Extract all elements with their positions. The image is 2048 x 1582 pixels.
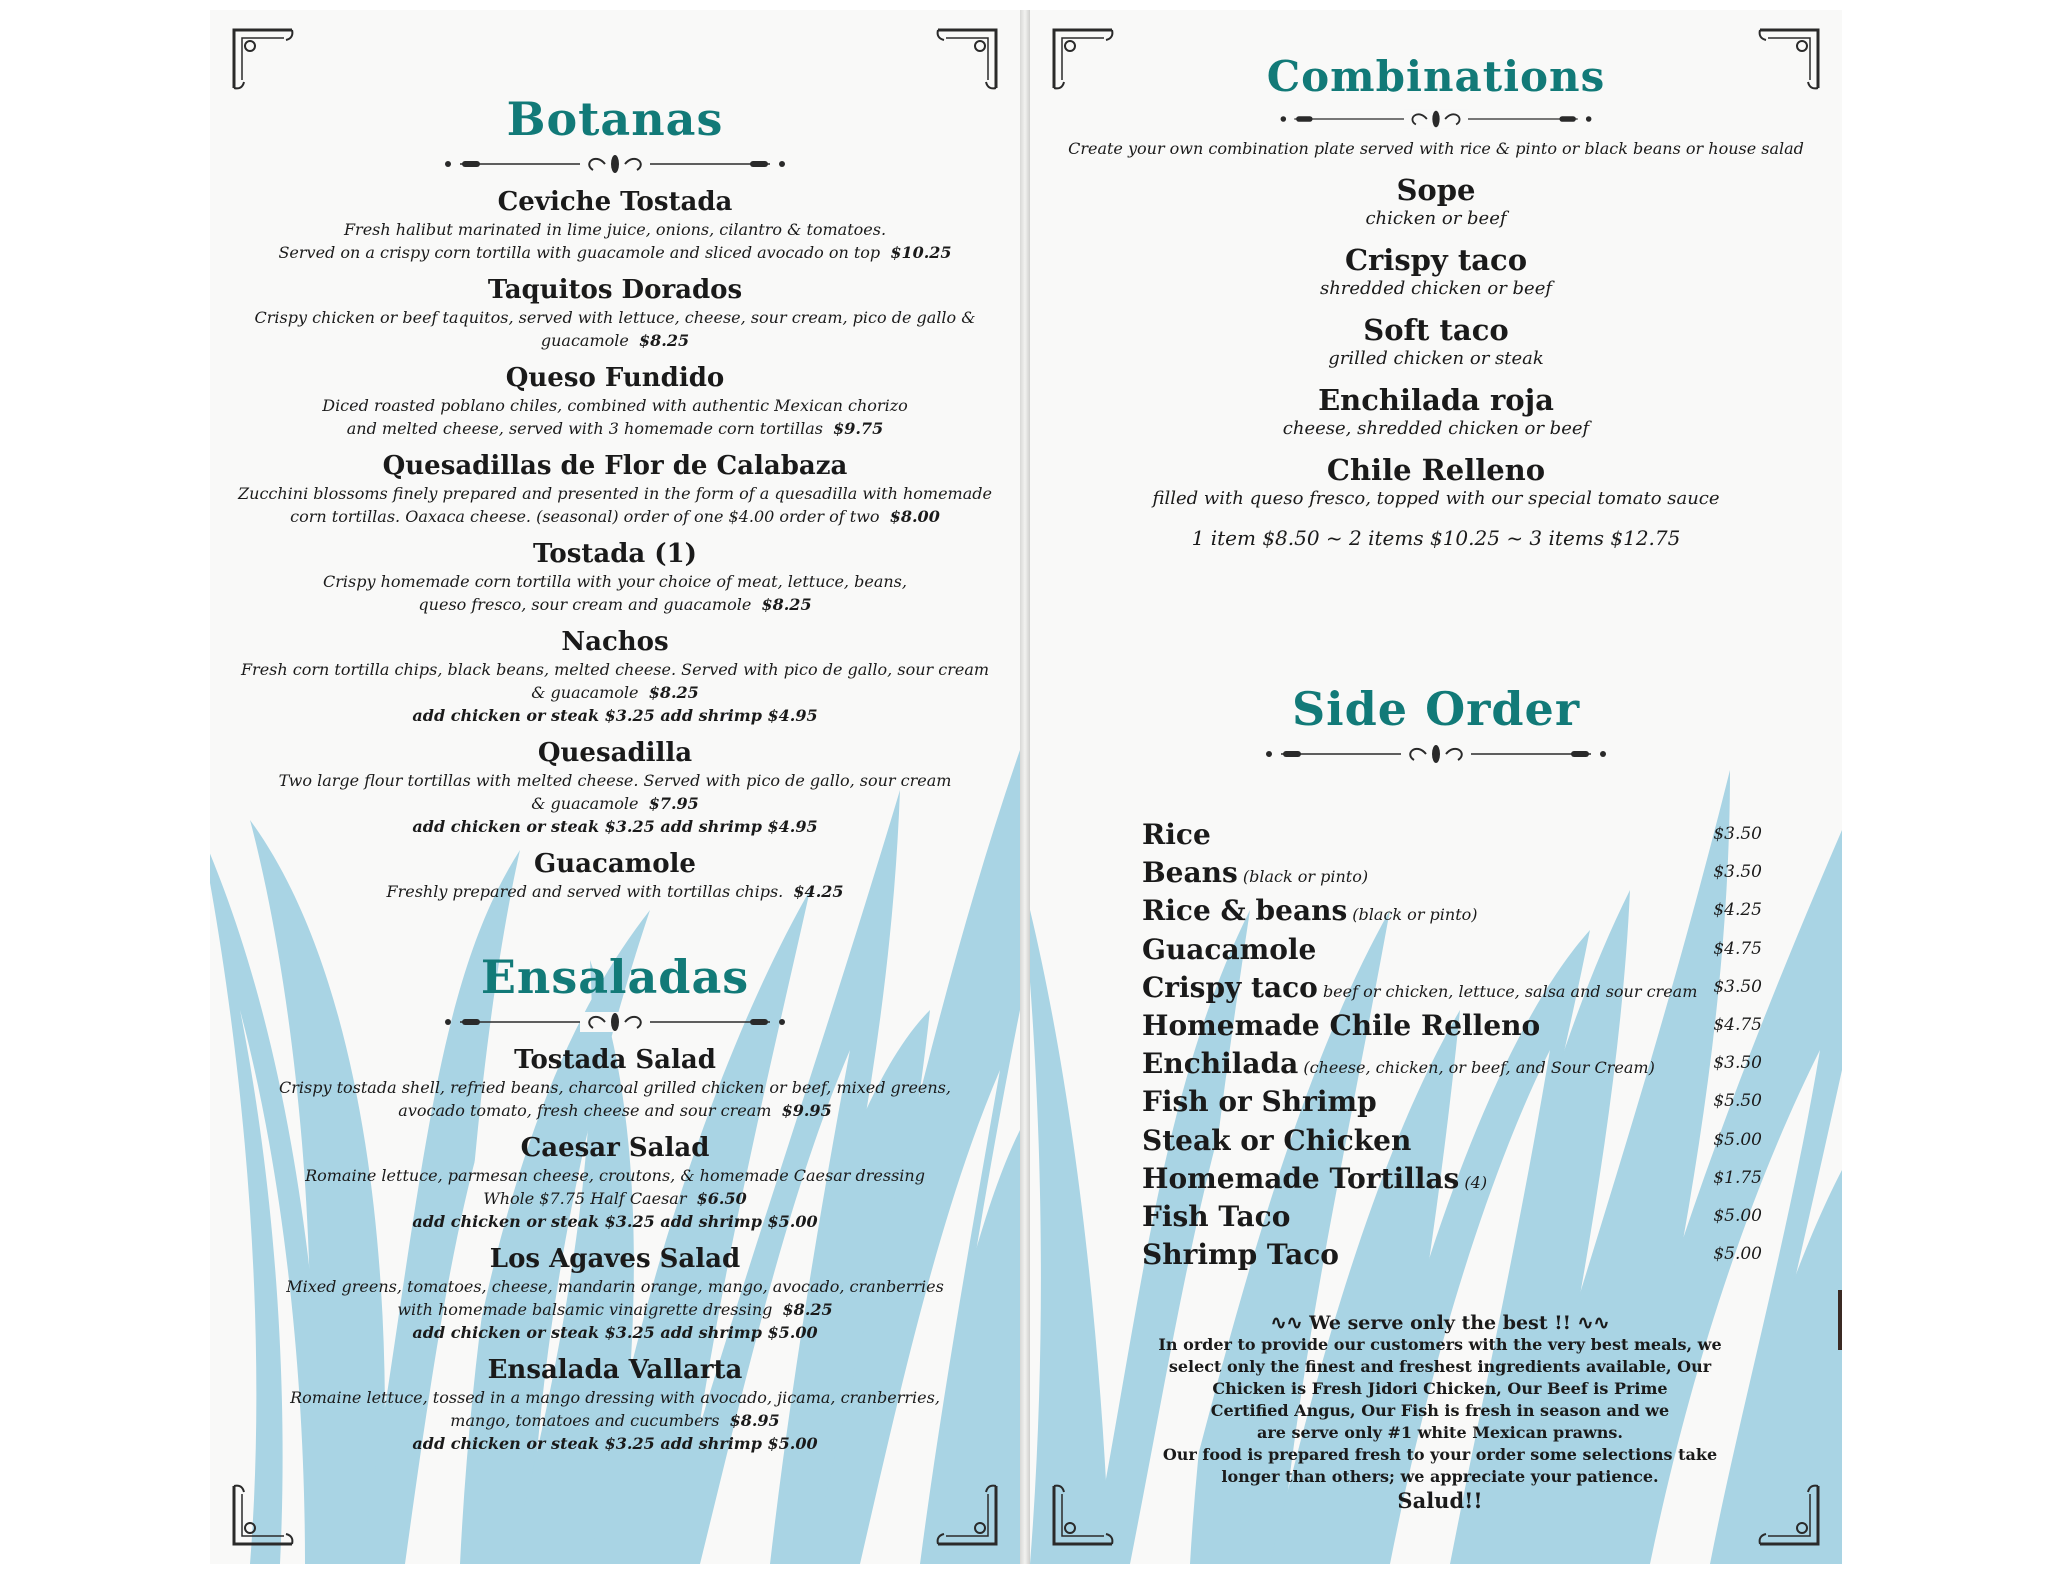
- item-desc: & guacamole: [531, 794, 639, 813]
- item-desc: Fresh corn tortilla chips, black beans, melted cheese. Served with pico de gallo, sour cream: [240, 660, 990, 679]
- side-price: $4.75: [1713, 1014, 1762, 1035]
- item-price: $7.95: [648, 794, 699, 813]
- side-name: Guacamole: [1142, 932, 1317, 966]
- side-price: $5.00: [1713, 1205, 1762, 1226]
- side-price: $5.00: [1713, 1129, 1762, 1150]
- section-title-botanas: Botanas: [506, 92, 724, 146]
- item-name: Chile Relleno: [1326, 453, 1546, 487]
- item-price: $9.75: [833, 419, 884, 438]
- side-name: Rice: [1142, 818, 1211, 851]
- notice-line: select only the finest and freshest ingredients available, Our: [1168, 1357, 1712, 1376]
- notice-line: longer than others; we appreciate your patience.: [1221, 1467, 1659, 1486]
- item-desc: Mixed greens, tomatoes, cheese, mandarin orange, mango, avocado, cranberries: [286, 1277, 944, 1296]
- item-name: Quesadillas de Flor de Calabaza: [382, 451, 848, 481]
- side-price: $1.75: [1713, 1167, 1762, 1188]
- item-name: Tostada Salad: [514, 1045, 716, 1075]
- item-desc: queso fresco, sour cream and guacamole: [418, 595, 752, 614]
- item-addon: add chicken or steak $3.25 add shrimp $4.95: [412, 706, 818, 725]
- item-price: $9.95: [781, 1101, 832, 1120]
- notice-line: Certified Angus, Our Fish is fresh in season and we: [1210, 1401, 1670, 1420]
- right-menu-page: [1030, 10, 1842, 1564]
- item-name: Caesar Salad: [520, 1133, 710, 1163]
- item-name: Crispy taco: [1344, 243, 1528, 277]
- side-name: Crispy taco: [1142, 970, 1318, 1004]
- list-item: [1142, 1083, 1762, 1121]
- item-desc: corn tortillas. Oaxaca cheese. (seasonal) order of one $4.00 order of two: [290, 507, 880, 526]
- list-item: [1142, 892, 1762, 930]
- item-desc: filled with queso fresco, topped with our special tomato sauce: [1152, 488, 1720, 509]
- item-desc: Fresh halibut marinated in lime juice, onions, cilantro & tomatoes.: [343, 220, 887, 239]
- menu-item: [210, 186, 1020, 264]
- menu-item: [210, 1354, 1020, 1455]
- corner-ornament-icon: [932, 24, 1002, 94]
- side-price: $3.50: [1713, 862, 1762, 883]
- menu-item: [210, 538, 1020, 616]
- notice-line: are serve only #1 white Mexican prawns.: [1257, 1423, 1623, 1442]
- side-note: (4): [1464, 1172, 1488, 1192]
- side-name: Shrimp Taco: [1142, 1238, 1339, 1272]
- section-title-ensaladas: Ensaladas: [480, 950, 750, 1004]
- item-name: Ceviche Tostada: [497, 187, 733, 217]
- combination-items: [1030, 172, 1842, 510]
- side-name: Steak or Chicken: [1142, 1123, 1412, 1157]
- item-desc: Crispy tostada shell, refried beans, charcoal grilled chicken or beef, mixed greens,: [279, 1078, 951, 1097]
- item-price: $8.25: [761, 595, 812, 614]
- side-price: $5.50: [1713, 1091, 1762, 1112]
- side-note: (black or pinto): [1352, 905, 1478, 925]
- botanas-section: [210, 92, 1020, 903]
- side-price: $3.50: [1713, 824, 1762, 844]
- menu-item: [210, 274, 1020, 352]
- item-name: Tostada (1): [533, 539, 697, 569]
- menu-item: [210, 450, 1020, 528]
- corner-ornament-icon: [1048, 1480, 1118, 1550]
- combinations-subtitle: Create your own combination plate served with rice & pinto or black beans or house salad: [1068, 139, 1804, 158]
- item-desc: & guacamole: [531, 683, 639, 702]
- item-desc: mango, tomatoes and cucumbers: [450, 1411, 720, 1430]
- item-desc: Served on a crispy corn tortilla with guacamole and sliced avocado on top: [278, 243, 881, 262]
- item-desc: Freshly prepared and served with tortillas chips.: [386, 882, 784, 901]
- ornament-divider-icon: [440, 152, 790, 176]
- side-name: Beans: [1142, 856, 1238, 890]
- item-desc: Diced roasted poblano chiles, combined with authentic Mexican chorizo: [322, 396, 908, 415]
- item-price: $8.25: [782, 1300, 833, 1319]
- quality-notice: [1110, 1312, 1770, 1512]
- item-desc: cheese, shredded chicken or beef: [1282, 418, 1590, 439]
- page-edge-mark: [1838, 1290, 1842, 1350]
- item-addon: add chicken or steak $3.25 add shrimp $5.00: [412, 1212, 818, 1231]
- list-item: [1142, 1160, 1762, 1198]
- item-name: Sope: [1396, 173, 1476, 207]
- corner-ornament-icon: [228, 24, 298, 94]
- item-desc: Romaine lettuce, parmesan cheese, croutons, & homemade Caesar dressing: [305, 1166, 925, 1185]
- corner-ornament-icon: [932, 1480, 1002, 1550]
- item-name: Ensalada Vallarta: [487, 1355, 743, 1385]
- item-desc: chicken or beef: [1365, 208, 1507, 229]
- list-item: [1142, 1007, 1762, 1045]
- combination-prices: 1 item $8.50 ~ 2 items $10.25 ~ 3 items $12.75: [1191, 526, 1681, 550]
- item-desc: Romaine lettuce, tossed in a mango dressing with avocado, jicama, cranberries,: [290, 1388, 940, 1407]
- side-order-list: [1142, 816, 1762, 1274]
- item-desc: Crispy homemade corn tortilla with your choice of meat, lettuce, beans,: [323, 572, 907, 591]
- left-menu-page: [210, 10, 1020, 1564]
- item-desc: Zucchini blossoms finely prepared and presented in the form of a quesadilla with homemade: [238, 484, 992, 503]
- item-desc: shredded chicken or beef: [1319, 278, 1553, 299]
- item-name: Guacamole: [534, 849, 696, 879]
- list-item: [1142, 969, 1762, 1007]
- side-note: (cheese, chicken, or beef, and Sour Cream): [1303, 1058, 1655, 1078]
- side-name: Homemade Chile Relleno: [1142, 1008, 1541, 1042]
- side-name: Fish or Shrimp: [1142, 1085, 1377, 1119]
- list-item: [1142, 1045, 1762, 1083]
- list-item: [1142, 1122, 1762, 1160]
- item-name: Los Agaves Salad: [489, 1244, 741, 1274]
- item-desc: with homemade balsamic vinaigrette dressing: [397, 1300, 773, 1319]
- item-price: $4.25: [793, 882, 844, 901]
- notice-line: In order to provide our customers with the very best meals, we: [1158, 1335, 1722, 1354]
- item-name: Taquitos Dorados: [487, 275, 743, 305]
- swirl-left-icon: ∿∿: [1270, 1312, 1303, 1334]
- item-desc: Two large flour tortillas with melted cheese. Served with pico de gallo, sour cream: [278, 771, 952, 790]
- item-name: Soft taco: [1363, 313, 1509, 347]
- side-name: Enchilada: [1142, 1047, 1299, 1081]
- menu-item: [210, 1044, 1020, 1122]
- corner-ornament-icon: [228, 1480, 298, 1550]
- notice-line: Our food is prepared fresh to your order some selections take: [1162, 1445, 1718, 1464]
- notice-line: Chicken is Fresh Jidori Chicken, Our Beef is Prime: [1212, 1379, 1668, 1398]
- item-addon: add chicken or steak $3.25 add shrimp $4.95: [412, 817, 818, 836]
- side-price: $3.50: [1713, 1053, 1762, 1074]
- swirl-right-icon: ∿∿: [1577, 1312, 1610, 1334]
- side-note: (black or pinto): [1242, 867, 1369, 887]
- menu-item: [210, 737, 1020, 838]
- list-item: [1142, 931, 1762, 969]
- notice-title: We serve only the best !!: [1309, 1312, 1571, 1334]
- ensaladas-items: [210, 1044, 1020, 1455]
- list-item: [1142, 1236, 1762, 1274]
- side-price: $4.75: [1713, 938, 1762, 959]
- botanas-items: [210, 186, 1020, 903]
- ornament-divider-icon: [1276, 107, 1596, 131]
- item-name: Quesadilla: [537, 738, 693, 768]
- item-price: $8.95: [729, 1411, 780, 1430]
- item-addon: add chicken or steak $3.25 add shrimp $5.00: [412, 1323, 818, 1342]
- side-name: Rice & beans: [1142, 894, 1348, 928]
- item-desc: Crispy chicken or beef taquitos, served with lettuce, cheese, sour cream, pico de gallo & guacamole: [254, 308, 976, 350]
- ensaladas-section: [210, 950, 1020, 1455]
- side-name: Fish Taco: [1142, 1199, 1291, 1233]
- item-price: $6.50: [696, 1189, 747, 1208]
- side-name: Homemade Tortillas: [1142, 1161, 1460, 1195]
- item-name: Queso Fundido: [505, 363, 725, 393]
- menu-item: [210, 362, 1020, 440]
- list-item: [1142, 1198, 1762, 1236]
- menu-item: [210, 848, 1020, 903]
- menu-item: [210, 626, 1020, 727]
- page-fold: [1020, 10, 1030, 1564]
- list-item: [1142, 854, 1762, 892]
- section-title-side-order: Side Order: [1291, 682, 1581, 736]
- item-desc: Whole $7.75 Half Caesar: [483, 1189, 687, 1208]
- ornament-divider-icon: [1246, 742, 1626, 766]
- combinations-section: [1030, 52, 1842, 550]
- item-name: Nachos: [561, 627, 669, 657]
- item-price: $8.25: [639, 331, 690, 350]
- notice-closing: Salud!!: [1397, 1488, 1483, 1513]
- side-price: $5.00: [1713, 1244, 1762, 1265]
- section-title-combinations: Combinations: [1266, 52, 1606, 101]
- item-price: $8.00: [889, 507, 940, 526]
- item-addon: add chicken or steak $3.25 add shrimp $5.00: [412, 1434, 818, 1453]
- side-price: $4.25: [1713, 900, 1762, 921]
- menu-item: [210, 1243, 1020, 1344]
- menu-item: [210, 1132, 1020, 1233]
- ornament-divider-icon: [440, 1010, 790, 1034]
- side-price: $3.50: [1713, 976, 1762, 997]
- item-desc: grilled chicken or steak: [1328, 348, 1544, 369]
- list-item: [1142, 816, 1762, 854]
- item-desc: and melted cheese, served with 3 homemade corn tortillas: [346, 419, 823, 438]
- item-desc: avocado tomato, fresh cheese and sour cream: [398, 1101, 772, 1120]
- side-order-section: [1030, 682, 1842, 766]
- item-price: $10.25: [890, 243, 952, 262]
- item-name: Enchilada roja: [1318, 383, 1554, 417]
- side-note: beef or chicken, lettuce, salsa and sour cream: [1322, 981, 1698, 1001]
- item-price: $8.25: [648, 683, 699, 702]
